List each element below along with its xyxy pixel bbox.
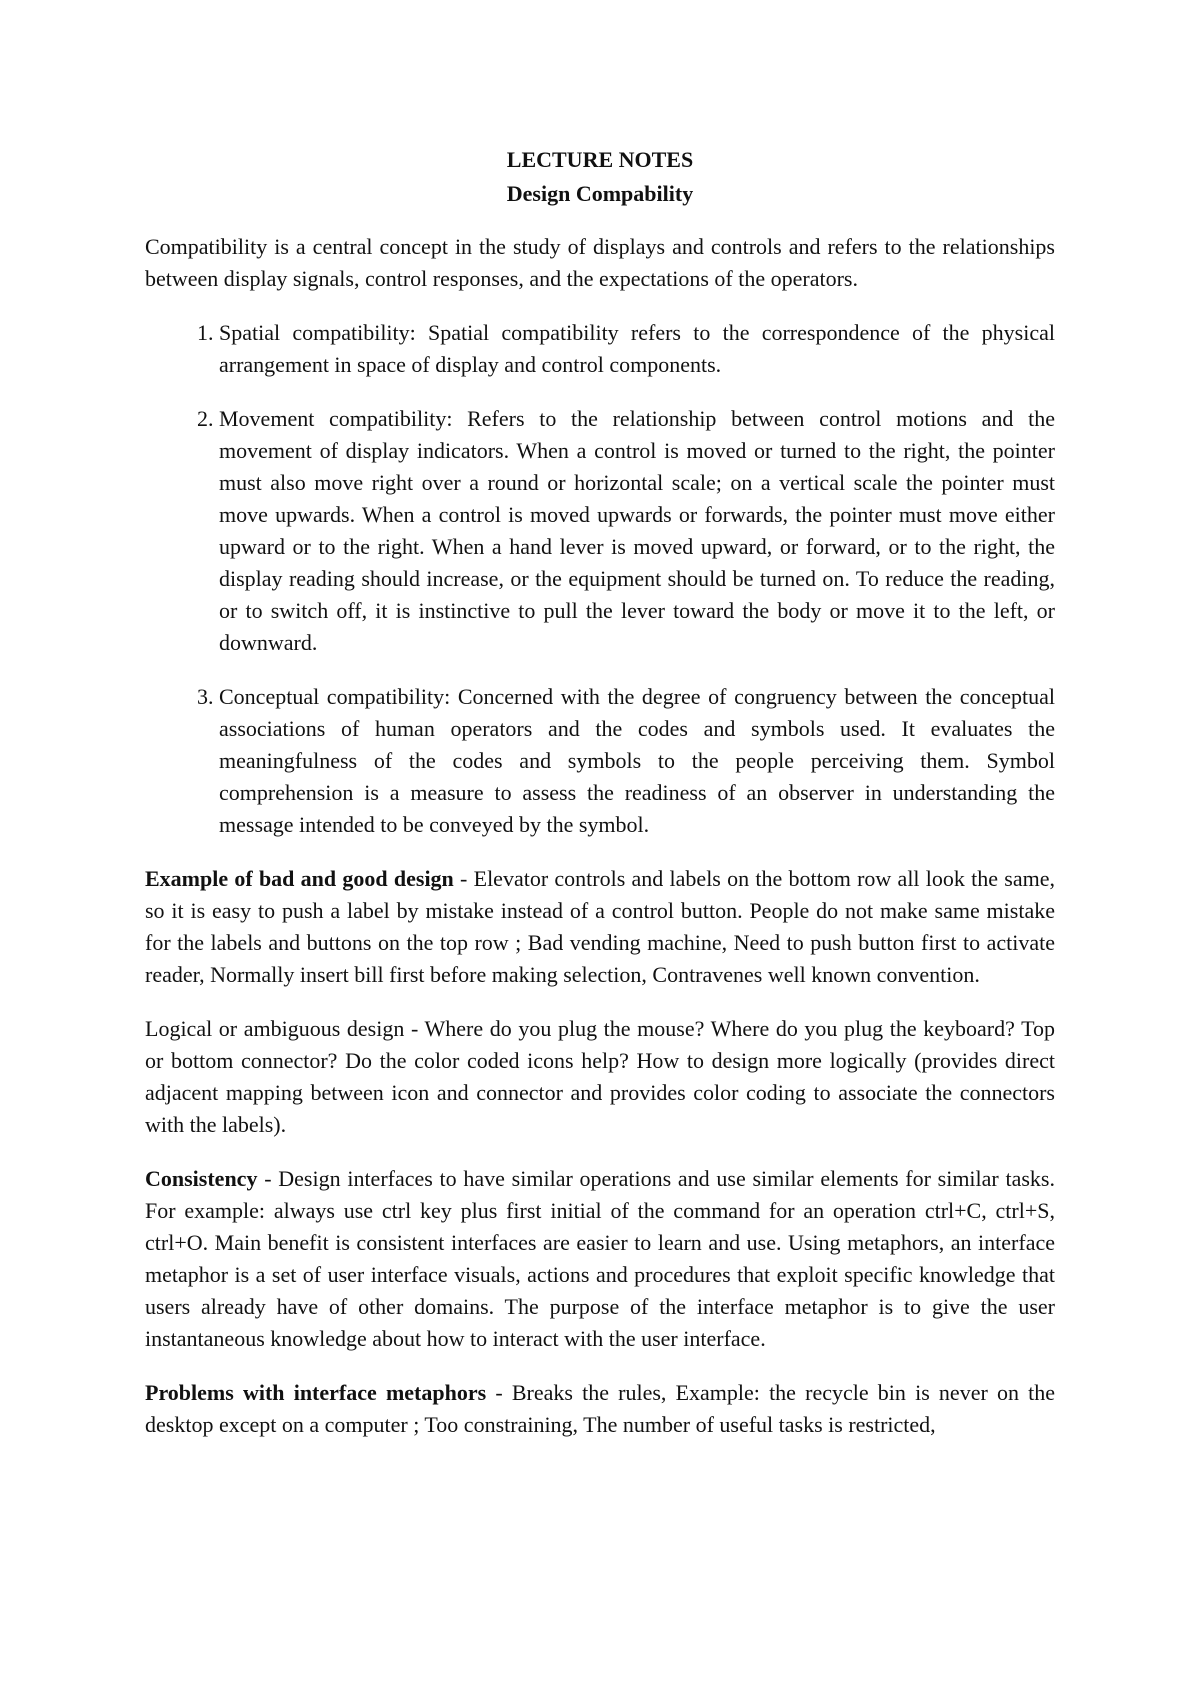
document-body	[145, 143, 1055, 1441]
consistency-text: - Design interfaces to have similar operations and use similar elements for similar tasks. For example: always use ctrl key plus first initial of the command for an operation ctrl+C, ctrl+S, ctrl+O. Main benefit is consistent interfaces are easier to learn and use. Using metaphors, an interface metaphor is a set of user interface visuals, actions and procedures that exploit specific knowledge that users already have of other domains. The purpose of the interface metaphor is to give the user instantaneous knowledge about how to interact with the user interface.	[145, 1166, 1055, 1351]
list-item-movement: 2. Movement compatibility: Refers to the relationship between control motions and the movement of display indicators. When a control is moved or turned to the right, the pointer must also move right over a round or horizontal scale; on a vertical scale the pointer must move upwards. When a control is moved upwards or forwards, the pointer must move either upward or to the right. When a hand lever is moved upward, or forward, or to the right, the display reading should increase, or the equipment should be turned on. To reduce the reading, or to switch off, it is instinctive to pull the lever toward the body or move it to the left, or downward.	[219, 403, 1055, 659]
problems-text: - Breaks the rules, Example: the recycle bin is never on the desktop except on a computer ; Too constraining, The number of useful tasks is restricted,	[145, 1380, 1056, 1437]
consistency-heading: Consistency	[145, 1166, 258, 1191]
logical-paragraph: Logical or ambiguous design - Where do you plug the mouse? Where do you plug the keyboard? Top or bottom connector? Do the color coded icons help? How to design more logically (provides direct adjacent mapping between icon and connector and provides color coding to associate the connectors with the labels).	[145, 1016, 1055, 1137]
example-paragraph	[145, 863, 1055, 991]
document-subtitle: Design Compability	[506, 181, 694, 206]
list-item-spatial: 1. Spatial compatibility: Spatial compatibility refers to the correspondence of the physical arrangement in space of display and control components.	[219, 317, 1055, 381]
consistency-paragraph	[145, 1163, 1055, 1355]
list-item-conceptual: 3. Conceptual compatibility: Concerned with the degree of congruency between the conceptual associations of human operators and the codes and symbols used. It evaluates the meaningfulness of the codes and symbols to the people perceiving them. Symbol comprehension is a measure to assess the readiness of an observer in understanding the message intended to be conveyed by the symbol.	[219, 681, 1055, 841]
document-title: LECTURE NOTES	[506, 147, 694, 172]
example-text: - Elevator controls and labels on the bottom row all look the same, so it is easy to push a label by mistake instead of a control button. People do not make same mistake for the labels and buttons on the top row ; Bad vending machine, Need to push button first to activate reader, Normally insert bill first before making selection, Contravenes well known convention.	[145, 866, 1055, 987]
title-block	[145, 143, 1055, 211]
problems-paragraph	[145, 1377, 1055, 1441]
compatibility-list	[145, 317, 1055, 841]
example-heading: Example of bad and good design	[145, 866, 454, 891]
problems-heading: Problems with interface metaphors	[145, 1380, 487, 1405]
intro-paragraph: Compatibility is a central concept in the study of displays and controls and refers to the relationships between display signals, control responses, and the expectations of the operators.	[145, 234, 1055, 291]
